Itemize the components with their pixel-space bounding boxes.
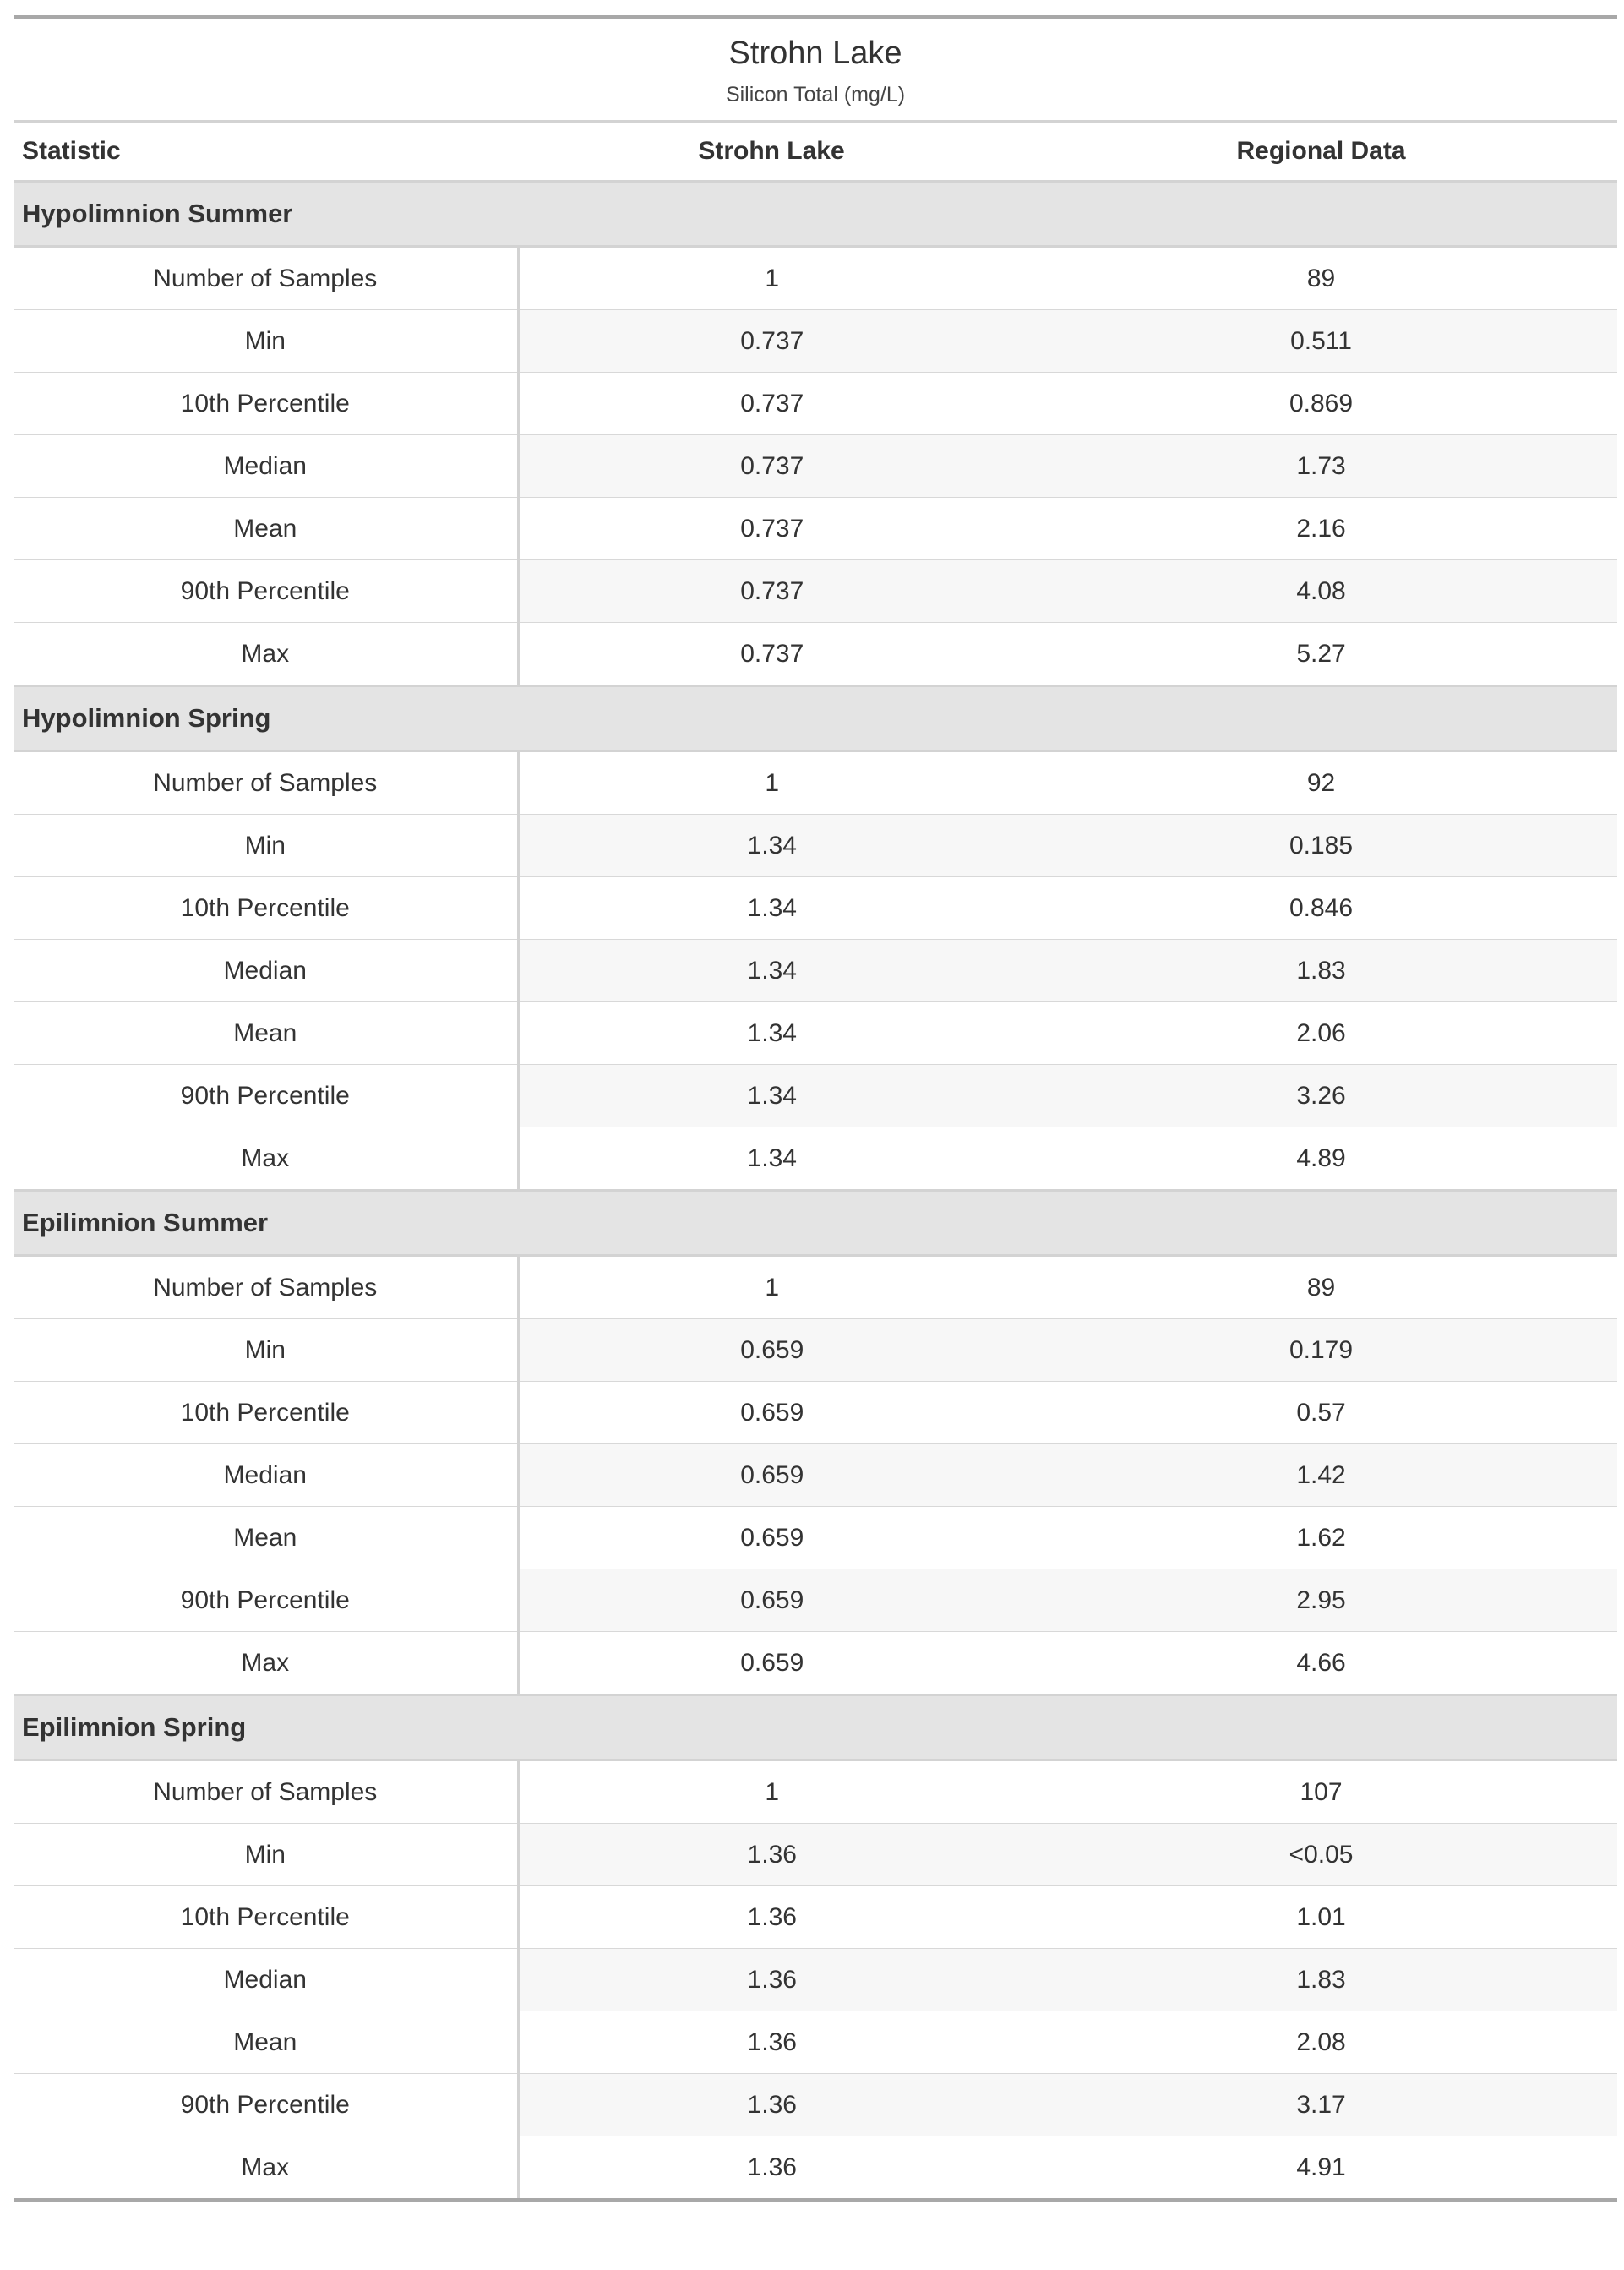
- table-row: [14, 560, 1617, 623]
- lake-value-cell: 0.737: [518, 310, 1025, 373]
- table-header: [14, 17, 1617, 182]
- lake-value-cell: 0.659: [518, 1319, 1025, 1382]
- table-row: [14, 1507, 1617, 1569]
- statistic-name-cell: Median: [14, 940, 518, 1002]
- regional-value-cell: 0.57: [1025, 1382, 1617, 1444]
- statistic-name-cell: Min: [14, 1319, 518, 1382]
- statistic-name-cell: 10th Percentile: [14, 1382, 518, 1444]
- statistic-name-cell: Number of Samples: [14, 1760, 518, 1824]
- lake-value-cell: 1.36: [518, 2011, 1025, 2074]
- lake-value-cell: 0.659: [518, 1632, 1025, 1695]
- regional-value-cell: 0.185: [1025, 815, 1617, 877]
- statistic-name-cell: 90th Percentile: [14, 1065, 518, 1127]
- statistic-name-cell: Mean: [14, 1507, 518, 1569]
- lake-value-cell: 0.659: [518, 1507, 1025, 1569]
- regional-value-cell: <0.05: [1025, 1824, 1617, 1886]
- table-row: [14, 373, 1617, 435]
- regional-value-cell: 2.95: [1025, 1569, 1617, 1632]
- lake-value-cell: 1.34: [518, 1127, 1025, 1191]
- table-row: [14, 815, 1617, 877]
- lake-value-cell: 0.737: [518, 498, 1025, 560]
- lake-value-cell: 1.34: [518, 1002, 1025, 1065]
- regional-value-cell: 0.869: [1025, 373, 1617, 435]
- table-row: [14, 1886, 1617, 1949]
- regional-value-cell: 4.91: [1025, 2136, 1617, 2201]
- lake-value-cell: 1.36: [518, 2136, 1025, 2201]
- regional-value-cell: 3.26: [1025, 1065, 1617, 1127]
- regional-value-cell: 0.511: [1025, 310, 1617, 373]
- statistic-name-cell: Min: [14, 1824, 518, 1886]
- regional-value-cell: 4.66: [1025, 1632, 1617, 1695]
- table-subtitle: Silicon Total (mg/L): [725, 83, 906, 106]
- table-row: [14, 498, 1617, 560]
- column-header-row: [14, 122, 1617, 182]
- row-group: [14, 1695, 1617, 2201]
- title-row: [14, 17, 1617, 122]
- lake-value-cell: 1: [518, 247, 1025, 310]
- column-header-regional: Regional Data: [1025, 122, 1617, 182]
- statistic-name-cell: 10th Percentile: [14, 1886, 518, 1949]
- table-row: [14, 940, 1617, 1002]
- group-label: Hypolimnion Spring: [14, 686, 1617, 751]
- table-row: [14, 1002, 1617, 1065]
- table-row: [14, 2074, 1617, 2136]
- column-header-statistic: Statistic: [14, 122, 518, 182]
- table-row: [14, 1569, 1617, 1632]
- row-group: [14, 182, 1617, 686]
- table-row: [14, 623, 1617, 686]
- lake-value-cell: 0.737: [518, 435, 1025, 498]
- row-group: [14, 1191, 1617, 1695]
- row-group: [14, 686, 1617, 1191]
- statistic-name-cell: Mean: [14, 498, 518, 560]
- regional-value-cell: 1.42: [1025, 1444, 1617, 1507]
- table-row: [14, 1632, 1617, 1695]
- regional-value-cell: 0.179: [1025, 1319, 1617, 1382]
- regional-value-cell: 92: [1025, 751, 1617, 815]
- table-title: Strohn Lake: [728, 35, 902, 71]
- lake-value-cell: 1.34: [518, 815, 1025, 877]
- group-label: Epilimnion Summer: [14, 1191, 1617, 1256]
- regional-value-cell: 3.17: [1025, 2074, 1617, 2136]
- table-row: [14, 751, 1617, 815]
- table-row: [14, 310, 1617, 373]
- regional-value-cell: 2.16: [1025, 498, 1617, 560]
- table-row: [14, 1319, 1617, 1382]
- summary-table-container: [14, 15, 1617, 2202]
- regional-value-cell: 2.06: [1025, 1002, 1617, 1065]
- regional-value-cell: 4.08: [1025, 560, 1617, 623]
- table-row: [14, 435, 1617, 498]
- table-row: [14, 1760, 1617, 1824]
- lake-value-cell: 0.737: [518, 373, 1025, 435]
- group-header-row: [14, 182, 1617, 247]
- lake-value-cell: 0.659: [518, 1444, 1025, 1507]
- table-row: [14, 2136, 1617, 2201]
- statistic-name-cell: 10th Percentile: [14, 877, 518, 940]
- table-row: [14, 1444, 1617, 1507]
- column-header-lake: Strohn Lake: [518, 122, 1025, 182]
- lake-value-cell: 1.36: [518, 1824, 1025, 1886]
- statistic-name-cell: Number of Samples: [14, 247, 518, 310]
- title-cell: [14, 17, 1617, 122]
- statistic-name-cell: Number of Samples: [14, 1256, 518, 1319]
- statistic-name-cell: Max: [14, 1632, 518, 1695]
- regional-value-cell: 107: [1025, 1760, 1617, 1824]
- lake-value-cell: 0.659: [518, 1382, 1025, 1444]
- statistic-name-cell: 90th Percentile: [14, 2074, 518, 2136]
- lake-value-cell: 1: [518, 751, 1025, 815]
- regional-value-cell: 1.01: [1025, 1886, 1617, 1949]
- statistic-name-cell: Mean: [14, 1002, 518, 1065]
- statistic-name-cell: 10th Percentile: [14, 373, 518, 435]
- group-header-row: [14, 1695, 1617, 1760]
- group-header-row: [14, 1191, 1617, 1256]
- regional-value-cell: 1.83: [1025, 940, 1617, 1002]
- lake-value-cell: 0.737: [518, 623, 1025, 686]
- table-row: [14, 877, 1617, 940]
- statistic-name-cell: Median: [14, 1949, 518, 2011]
- statistic-name-cell: Median: [14, 435, 518, 498]
- table-row: [14, 247, 1617, 310]
- regional-value-cell: 1.73: [1025, 435, 1617, 498]
- statistic-name-cell: Min: [14, 815, 518, 877]
- statistic-name-cell: Number of Samples: [14, 751, 518, 815]
- statistic-name-cell: 90th Percentile: [14, 560, 518, 623]
- lake-value-cell: 1: [518, 1256, 1025, 1319]
- regional-value-cell: 0.846: [1025, 877, 1617, 940]
- statistic-name-cell: Max: [14, 623, 518, 686]
- statistic-name-cell: Max: [14, 2136, 518, 2201]
- regional-value-cell: 89: [1025, 247, 1617, 310]
- lake-value-cell: 1.36: [518, 2074, 1025, 2136]
- table-row: [14, 1949, 1617, 2011]
- regional-value-cell: 1.83: [1025, 1949, 1617, 2011]
- table-row: [14, 1256, 1617, 1319]
- table-row: [14, 1382, 1617, 1444]
- group-label: Epilimnion Spring: [14, 1695, 1617, 1760]
- lake-value-cell: 1.34: [518, 877, 1025, 940]
- regional-value-cell: 1.62: [1025, 1507, 1617, 1569]
- table-row: [14, 2011, 1617, 2074]
- lake-value-cell: 1.34: [518, 1065, 1025, 1127]
- summary-statistics-table: [14, 15, 1617, 2202]
- lake-value-cell: 0.737: [518, 560, 1025, 623]
- statistic-name-cell: Min: [14, 310, 518, 373]
- lake-value-cell: 1: [518, 1760, 1025, 1824]
- lake-value-cell: 1.34: [518, 940, 1025, 1002]
- regional-value-cell: 5.27: [1025, 623, 1617, 686]
- group-header-row: [14, 686, 1617, 751]
- statistic-name-cell: Max: [14, 1127, 518, 1191]
- lake-value-cell: 1.36: [518, 1886, 1025, 1949]
- statistic-name-cell: Mean: [14, 2011, 518, 2074]
- regional-value-cell: 89: [1025, 1256, 1617, 1319]
- table-row: [14, 1127, 1617, 1191]
- table-row: [14, 1824, 1617, 1886]
- table-row: [14, 1065, 1617, 1127]
- lake-value-cell: 1.36: [518, 1949, 1025, 2011]
- regional-value-cell: 4.89: [1025, 1127, 1617, 1191]
- statistic-name-cell: 90th Percentile: [14, 1569, 518, 1632]
- regional-value-cell: 2.08: [1025, 2011, 1617, 2074]
- group-label: Hypolimnion Summer: [14, 182, 1617, 247]
- lake-value-cell: 0.659: [518, 1569, 1025, 1632]
- statistic-name-cell: Median: [14, 1444, 518, 1507]
